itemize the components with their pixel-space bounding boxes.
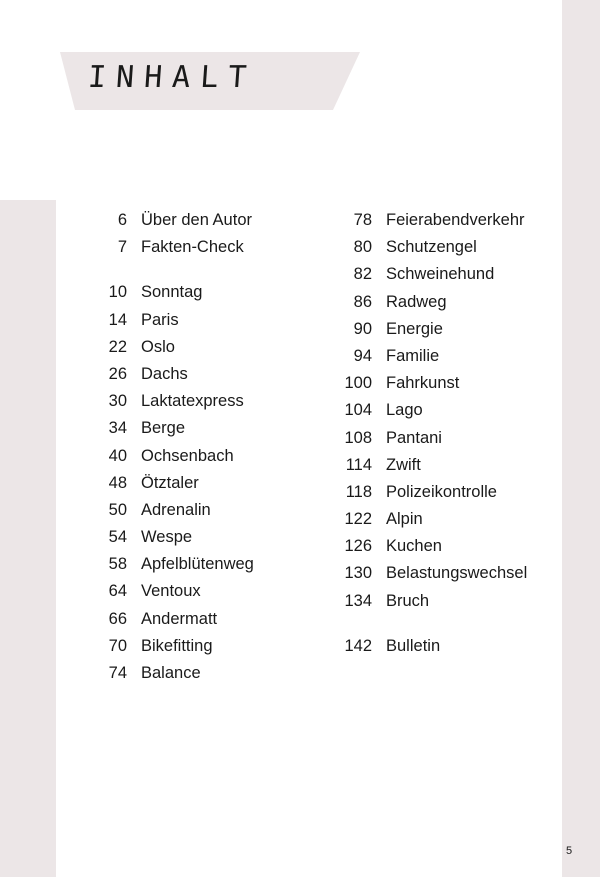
toc-entry-title: Laktatexpress xyxy=(141,392,244,411)
toc-entry xyxy=(90,578,254,605)
toc-entry-title: Sonntag xyxy=(141,283,203,302)
toc-page-number: 50 xyxy=(108,500,127,519)
toc-entry-title: Schutzengel xyxy=(386,238,477,257)
toc-page-number: 122 xyxy=(344,510,372,529)
toc-entry xyxy=(90,660,254,687)
toc-entry xyxy=(330,289,527,316)
toc-entry xyxy=(90,361,254,388)
toc-page-number: 104 xyxy=(344,401,372,420)
toc-entry-title: Berge xyxy=(141,419,186,438)
toc-entry-title: Bulletin xyxy=(386,636,441,655)
toc-page-number: 64 xyxy=(108,582,127,601)
toc-entry-title: Kuchen xyxy=(386,537,442,556)
toc-page-number: 6 xyxy=(117,211,127,229)
toc-column-left xyxy=(90,207,254,687)
toc-entry xyxy=(330,425,527,452)
toc-entry xyxy=(330,588,527,615)
toc-column-right xyxy=(330,207,527,660)
toc-entry-title: Ventoux xyxy=(141,582,201,601)
toc-entry-title: Oslo xyxy=(141,337,175,356)
decorative-band-left xyxy=(0,200,56,877)
toc-page-number: 108 xyxy=(344,428,372,447)
toc-page-number: 58 xyxy=(108,555,127,574)
toc-entry xyxy=(330,370,527,397)
toc-entry-title: Fahrkunst xyxy=(386,374,460,393)
toc-entry xyxy=(90,524,254,551)
toc-entry xyxy=(90,497,254,524)
toc-entry xyxy=(330,261,527,288)
toc-entry xyxy=(330,234,527,261)
toc-entry-title: Dachs xyxy=(141,364,188,383)
toc-page-number: 78 xyxy=(353,211,372,229)
toc-page-number: 134 xyxy=(344,591,372,610)
toc-page-number: 30 xyxy=(108,392,127,411)
toc-page-number: 118 xyxy=(345,482,372,501)
toc-entry xyxy=(330,533,527,560)
toc-page-number: 10 xyxy=(108,283,127,302)
toc-entry-title: Energie xyxy=(386,319,443,338)
toc-entry-title: Apfelblütenweg xyxy=(141,555,254,574)
toc-entry-title: Pantani xyxy=(386,428,442,447)
toc-entry xyxy=(90,415,254,442)
toc-entry-title: Zwift xyxy=(386,455,421,474)
toc-page-number: 74 xyxy=(108,664,127,682)
toc-page-number: 22 xyxy=(108,337,127,356)
toc-page-number: 48 xyxy=(108,473,127,492)
toc-entry-title: Alpin xyxy=(386,510,423,529)
toc-entry-title: Paris xyxy=(141,310,179,329)
toc-page-number: 26 xyxy=(108,364,127,383)
toc-entry-title: Balance xyxy=(141,664,201,682)
toc-entry-title: Belastungswechsel xyxy=(386,564,528,583)
toc-page-number: 14 xyxy=(108,310,127,329)
toc-page-number: 70 xyxy=(108,636,127,655)
toc-entry xyxy=(330,560,527,587)
toc-entry xyxy=(90,606,254,633)
toc-entry xyxy=(330,343,527,370)
toc-entry-title: Wespe xyxy=(141,528,193,547)
toc-page-number: 54 xyxy=(108,528,127,547)
toc-entry xyxy=(90,334,254,361)
toc-page-number: 66 xyxy=(108,609,127,628)
toc-entry xyxy=(330,316,527,343)
decorative-band-right xyxy=(562,0,600,877)
toc-page-number: 114 xyxy=(345,455,372,474)
toc-entry-title: Andermatt xyxy=(141,609,218,628)
toc-entry-title: Bruch xyxy=(386,591,430,610)
toc-page-number: 94 xyxy=(353,346,372,365)
toc-entry-title: Ötztaler xyxy=(141,473,199,492)
toc-page-number: 100 xyxy=(344,374,372,393)
toc-page-number: 90 xyxy=(353,319,372,338)
toc-entry xyxy=(90,207,254,234)
toc-page-number: 34 xyxy=(108,419,127,438)
toc-page-number: 86 xyxy=(353,292,372,311)
toc-entry xyxy=(90,388,254,415)
toc-entry-title: Feierabendverkehr xyxy=(386,211,525,229)
toc-page-number: 142 xyxy=(344,636,372,655)
toc-entry xyxy=(90,307,254,334)
toc-entry-title: Ochsenbach xyxy=(141,446,234,465)
toc-entry xyxy=(330,506,527,533)
toc-entry xyxy=(90,470,254,497)
toc-entry-title: Polizeikontrolle xyxy=(386,482,497,501)
toc-entry xyxy=(330,479,527,506)
toc-entry-title: Lago xyxy=(386,401,423,420)
page-title: INHALT xyxy=(86,60,258,95)
toc-page-number: 40 xyxy=(108,446,127,465)
toc-entry xyxy=(90,633,254,660)
toc-entry xyxy=(330,397,527,424)
toc-page-number: 7 xyxy=(117,238,127,257)
toc-entry-title: Über den Autor xyxy=(141,211,252,229)
toc-entry xyxy=(330,633,527,660)
toc-entry-title: Radweg xyxy=(386,292,447,311)
page-number: 5 xyxy=(566,845,573,857)
toc-entry xyxy=(330,452,527,479)
toc-entry xyxy=(330,207,527,234)
toc-entry-title: Fakten-Check xyxy=(141,238,244,257)
toc-entry-title: Adrenalin xyxy=(141,500,211,519)
toc-entry-title: Familie xyxy=(386,346,440,365)
toc-entry xyxy=(90,551,254,578)
toc-page-number: 126 xyxy=(344,537,372,556)
toc-entry xyxy=(90,234,254,261)
toc-entry-title: Bikefitting xyxy=(141,636,213,655)
toc-page-number: 80 xyxy=(353,238,372,257)
toc-entry xyxy=(90,443,254,470)
toc-entry-title: Schweinehund xyxy=(386,265,495,284)
toc-entry xyxy=(90,279,254,306)
toc-page-number: 82 xyxy=(353,265,372,284)
toc-page-number: 130 xyxy=(344,564,372,583)
